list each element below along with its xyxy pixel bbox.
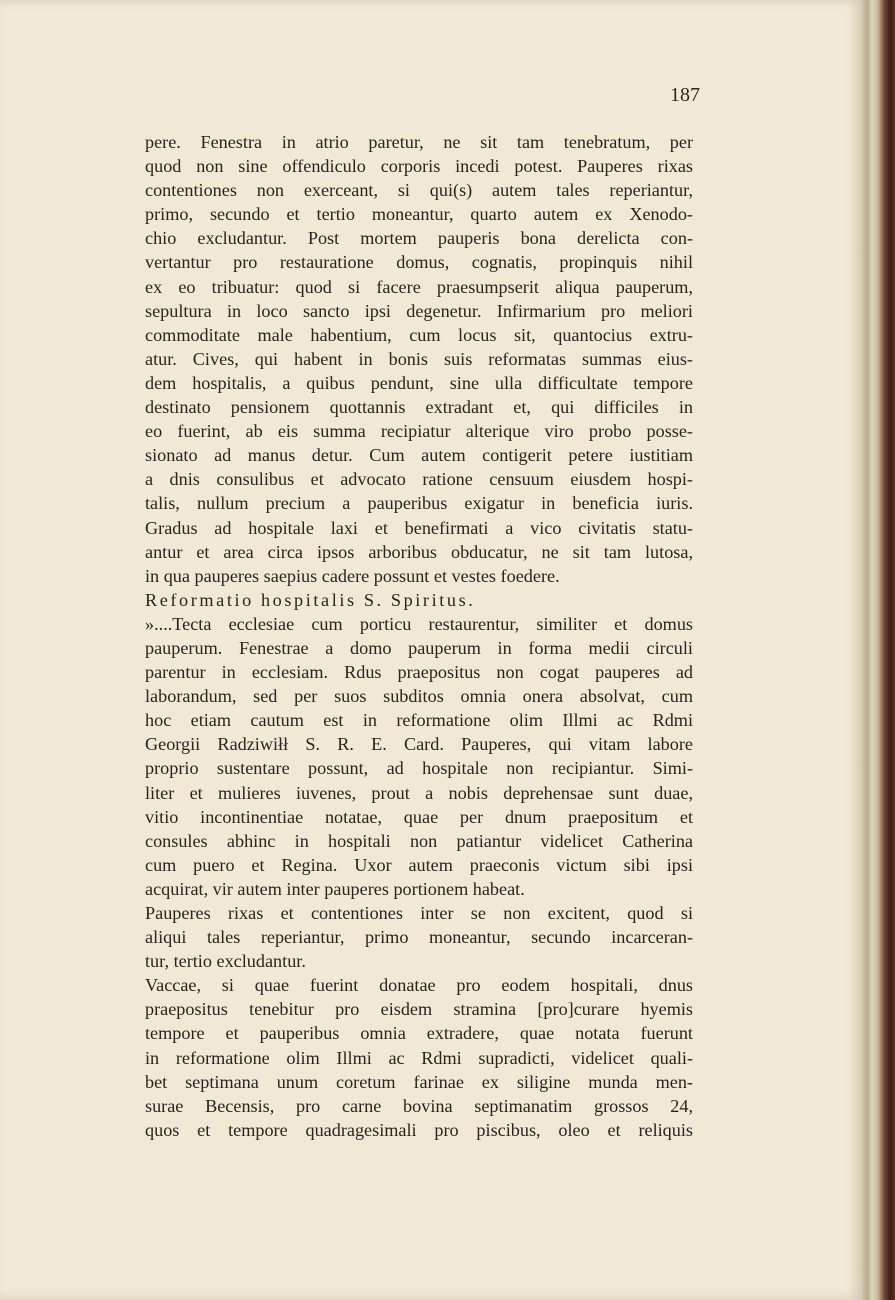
text-line: acquirat, vir autem inter pauperes portionem habeat.: [145, 878, 525, 899]
text-line: primo, secundo et tertio moneantur, quarto autem ex Xenodo-: [145, 204, 693, 225]
text-line: destinato pensionem quottannis extradant et, qui difficiles in: [145, 397, 693, 418]
text-line: parentur in ecclesiam. Rdus praepositus non cogat pauperes ad: [145, 662, 693, 683]
page-number: 187: [670, 84, 700, 106]
text-line: Pauperes rixas et contentiones inter se non excitent, quod si: [145, 903, 693, 923]
text-line: in qua pauperes saepius cadere possunt et vestes foedere.: [145, 565, 560, 586]
text-line: in reformatione olim Illmi ac Rdmi supradicti, videlicet quali-: [145, 1047, 693, 1068]
text-line: consules abhinc in hospitali non patiantur videlicet Catherina: [145, 830, 693, 851]
text-line: antur et area circa ipsos arboribus obducatur, ne sit tam lutosa,: [145, 541, 693, 562]
text-line: bet septimana unum coretum farinae ex siligine munda men-: [145, 1071, 693, 1092]
body-text: [145, 130, 693, 1142]
text-line: Gradus ad hospitale laxi et benefirmati a vico civitatis statu-: [145, 517, 693, 538]
text-line: Vaccae, si quae fuerint donatae pro eodem hospitali, dnus: [145, 975, 693, 996]
text-line: liter et mulieres iuvenes, prout a nobis deprehensae sunt duae,: [145, 782, 693, 803]
text-line: dem hospitalis, a quibus pendunt, sine ulla difficultate tempore: [145, 372, 693, 393]
text-line: chio excludantur. Post mortem pauperis bona derelicta con-: [145, 228, 693, 249]
text-line: Georgii Radziwiłł S. R. E. Card. Pauperes, qui vitam labore: [145, 734, 693, 755]
text-line: pere. Fenestra in atrio paretur, ne sit tam tenebratum, per: [145, 132, 693, 152]
text-line: surae Becensis, pro carne bovina septimanatim grossos 24,: [145, 1095, 693, 1116]
text-line: praepositus tenebitur pro eisdem stramina [pro]curare hyemis: [145, 999, 693, 1020]
text-line: cum puero et Regina. Uxor autem praeconis victum sibi ipsi: [145, 854, 693, 875]
text-line: proprio sustentare possunt, ad hospitale non recipiantur. Simi-: [145, 758, 693, 779]
text-line: tempore et pauperibus omnia extradere, quae notata fuerunt: [145, 1023, 693, 1044]
text-line: talis, nullum precium a pauperibus exigatur in beneficia iuris.: [145, 493, 693, 514]
text-line: quos et tempore quadragesimali pro piscibus, oleo et reliquis: [145, 1119, 693, 1140]
text-line: sepultura in loco sancto ipsi degenetur. Infirmarium pro meliori: [145, 300, 693, 321]
text-line: aliqui tales reperiantur, primo moneantur, secundo incarceran-: [145, 927, 693, 948]
text-line: vertantur pro restauratione domus, cognatis, propinquis nihil: [145, 252, 693, 273]
text-line: sionato ad manus detur. Cum autem contigerit petere iustitiam: [145, 445, 693, 466]
book-page-edge: [862, 0, 895, 1300]
text-line: contentiones non exerceant, si qui(s) autem tales reperiantur,: [145, 180, 693, 201]
text-line: eo fuerint, ab eis summa recipiatur alterique viro probo posse-: [145, 421, 693, 442]
text-line: atur. Cives, qui habent in bonis suis reformatas summas eius-: [145, 348, 693, 369]
text-line: vitio incontinentiae notatae, quae per dnum praepositum et: [145, 806, 693, 827]
text-line: a dnis consulibus et advocato ratione censuum eiusdem hospi-: [145, 469, 693, 490]
text-line: hoc etiam cautum est in reformatione olim Illmi ac Rdmi: [145, 710, 693, 731]
text-line: ex eo tribuatur: quod si facere praesumpserit aliqua pauperum,: [145, 276, 693, 297]
text-line: pauperum. Fenestrae a domo pauperum in forma medii circuli: [145, 637, 693, 658]
text-line: quod non sine offendiculo corporis incedi potest. Pauperes rixas: [145, 156, 693, 177]
text-line: tur, tertio excludantur.: [145, 951, 306, 972]
section-heading: Reformatio hospitalis S. Spiritus.: [145, 589, 476, 610]
text-line: laborandum, sed per suos subditos omnia onera absolvat, cum: [145, 686, 693, 707]
text-line: commoditate male habentium, cum locus sit, quantocius extru-: [145, 324, 693, 345]
text-line: »....Tecta ecclesiae cum porticu restaurentur, similiter et domus: [145, 613, 693, 634]
